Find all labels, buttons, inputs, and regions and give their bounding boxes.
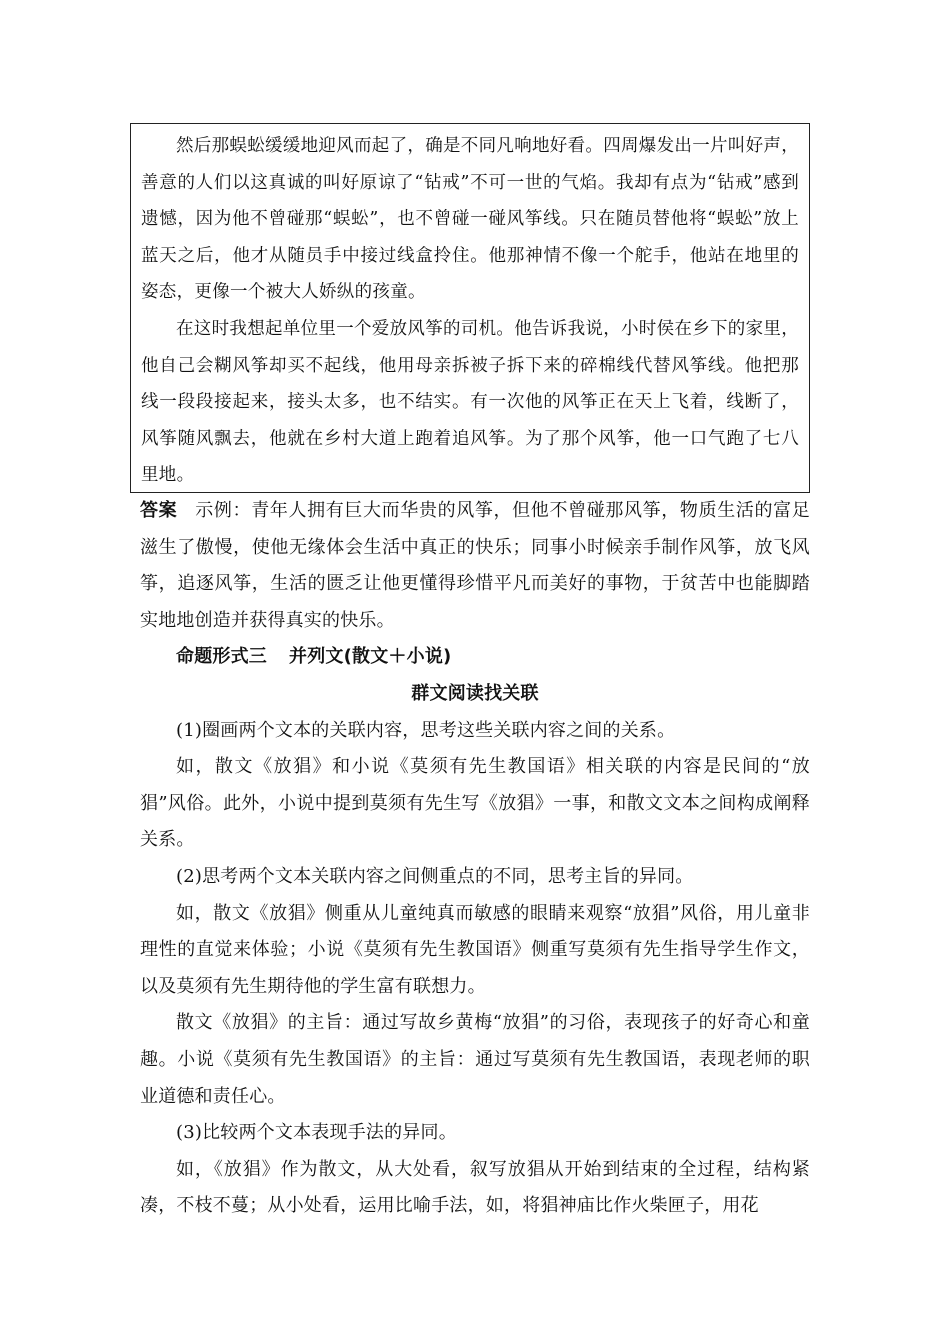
- answer-text: 示例：青年人拥有巨大而华贵的风筝，但他不曾碰那风筝，物质生活的富足滋生了傲慢，使他无缘体会生活中真正的快乐；同事小时候亲手制作风筝，放飞风筝，追逐风筝，生活的匮乏让他更懂得珍惜平凡而美好的事物，于贫苦中也能脚踏实地地创造并获得真实的快乐。: [140, 500, 810, 631]
- section-title: 并列文(散文＋小说): [289, 646, 452, 668]
- section-label: 命题形式三: [176, 646, 267, 668]
- body-paragraph-2: 如，散文《放猖》和小说《莫须有先生教国语》相关联的内容是民间的“放猖”风俗。此外，小说中提到莫须有先生写《放猖》一事，和散文文本之间构成阐释关系。: [140, 756, 810, 851]
- body-paragraph-3: (2)思考两个文本关联内容之间侧重点的不同，思考主旨的异同。: [176, 865, 694, 887]
- body-paragraph-1: (1)圈画两个文本的关联内容，思考这些关联内容之间的关系。: [176, 719, 676, 741]
- subheading: 群文阅读找关联: [411, 682, 539, 704]
- excerpt-paragraph-2: 在这时我想起单位里一个爱放风筝的司机。他告诉我说，小时侯在乡下的家里，他自己会糊风筝却买不起线，他用母亲拆被子拆下来的碎棉线代替风筝线。他把那线一段段接起来，接头太多，也不结实。有一次他的风筝正在天上飞着，线断了，风筝随风飘去，他就在乡村大道上跑着追风筝。为了那个风筝，他一口气跑了七八里地。: [141, 318, 799, 486]
- section-heading: [140, 639, 810, 676]
- body-paragraph-5: 散文《放猖》的主旨：通过写故乡黄梅“放猖”的习俗，表现孩子的好奇心和童趣。小说《莫须有先生教国语》的主旨：通过写莫须有先生教国语，表现老师的职业道德和责任心。: [140, 1012, 810, 1107]
- body-paragraph-4: 如，散文《放猖》侧重从儿童纯真而敏感的眼睛来观察“放猖”风俗，用儿童非理性的直觉来体验；小说《莫须有先生教国语》侧重写莫须有先生指导学生作文，以及莫须有先生期待他的学生富有联想力。: [140, 902, 810, 997]
- quoted-excerpt-box: [130, 123, 810, 493]
- excerpt-paragraph-1: 然后那蜈蚣缓缓地迎风而起了，确是不同凡响地好看。四周爆发出一片叫好声，善意的人们以这真诚的叫好原谅了“钻戒”不可一世的气焰。我却有点为“钻戒”感到遗憾，因为他不曾碰那“蜈蚣”，也不曾碰一碰风筝线。只在随员替他将“蜈蚣”放上蓝天之后，他才从随员手中接过线盒拎住。他那神情不像一个舵手，他站在地里的姿态，更像一个被大人娇纵的孩童。: [141, 136, 799, 303]
- answer-paragraph: [140, 493, 810, 639]
- main-text: [140, 493, 810, 1225]
- body-paragraph-6: (3)比较两个文本表现手法的异同。: [176, 1122, 457, 1144]
- answer-label: 答案: [140, 500, 178, 521]
- body-paragraph-7: 如，《放猖》作为散文，从大处看，叙写放猖从开始到结束的全过程，结构紧凑，不枝不蔓；从小处看，运用比喻手法，如，将猖神庙比作火柴匣子，用花: [140, 1158, 810, 1217]
